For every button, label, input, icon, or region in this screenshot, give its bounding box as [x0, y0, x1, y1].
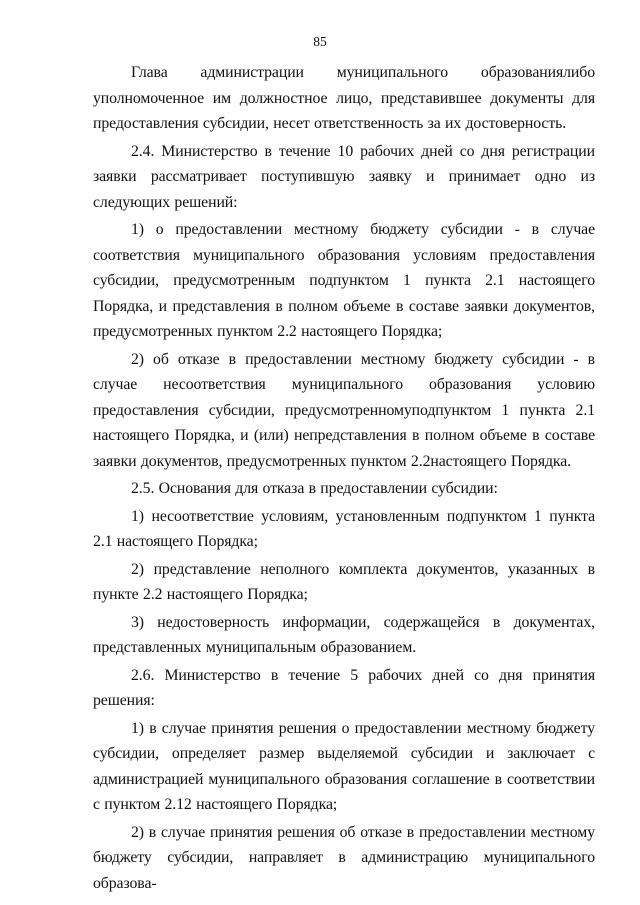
paragraph-2-6: 2.6. Министерство в течение 5 рабочих дней со дня принятия решения: — [93, 666, 595, 709]
paragraph-2-4: 2.4. Министерство в течение 10 рабочих дней со дня регистрации заявки рассматривает поступившую заявку и принимает одно из следующих решений: — [93, 142, 595, 211]
paragraph-2-5: 2.5. Основания для отказа в предоставлении субсидии: — [131, 480, 498, 497]
paragraph-2-4-item-2: 2) об отказе в предоставлении местному бюджету субсидии - в случае несоответствия муниципального образования условию предоставления субсидии, предусмотренномуподпунктом 1 пункта 2.1 настоящего Порядка, и (или) непредставления в полном объеме в составе заявки документов, предусмотренных пунктом 2.2настоящего Порядка. — [93, 350, 595, 470]
body-text — [93, 60, 595, 898]
page-number: 85 — [313, 34, 327, 49]
paragraph-2-5-item-2: 2) представление неполного комплекта документов, указанных в пункте 2.2 настоящего Порядка; — [93, 560, 595, 603]
paragraph-head-responsibility: Глава администрации муниципального образованиялибо уполномоченное им должностное лицо, представившее документы для предоставления субсидии, несет ответственность за их достоверность. — [93, 64, 595, 132]
paragraph-2-4-item-1: 1) о предоставлении местному бюджету субсидии - в случае соответствия муниципального образования условиям предоставления субсидии, предусмотренным подпунктом 1 пункта 2.1 настоящего Порядка, и представления в полном объеме в составе заявки документов, предусмотренных пунктом 2.2 настоящего Порядка; — [93, 221, 595, 340]
paragraph-2-6-item-1: 1) в случае принятия решения о предоставлении местному бюджету субсидии, определяет размер выделяемой субсидии и заключает с администрацией муниципального образования соглашение в соответствии с пунктом 2.12 настоящего Порядка; — [93, 719, 595, 813]
paragraph-2-5-item-3: 3) недостоверность информации, содержащейся в документах, представленных муниципальным образованием. — [93, 613, 595, 656]
paragraph-2-5-item-1: 1) несоответствие условиям, установленным подпунктом 1 пункта 2.1 настоящего Порядка; — [93, 507, 595, 550]
paragraph-2-6-item-2: 2) в случае принятия решения об отказе в предоставлении местному бюджету субсидии, направляет в администрацию муниципального образова- — [93, 823, 595, 892]
